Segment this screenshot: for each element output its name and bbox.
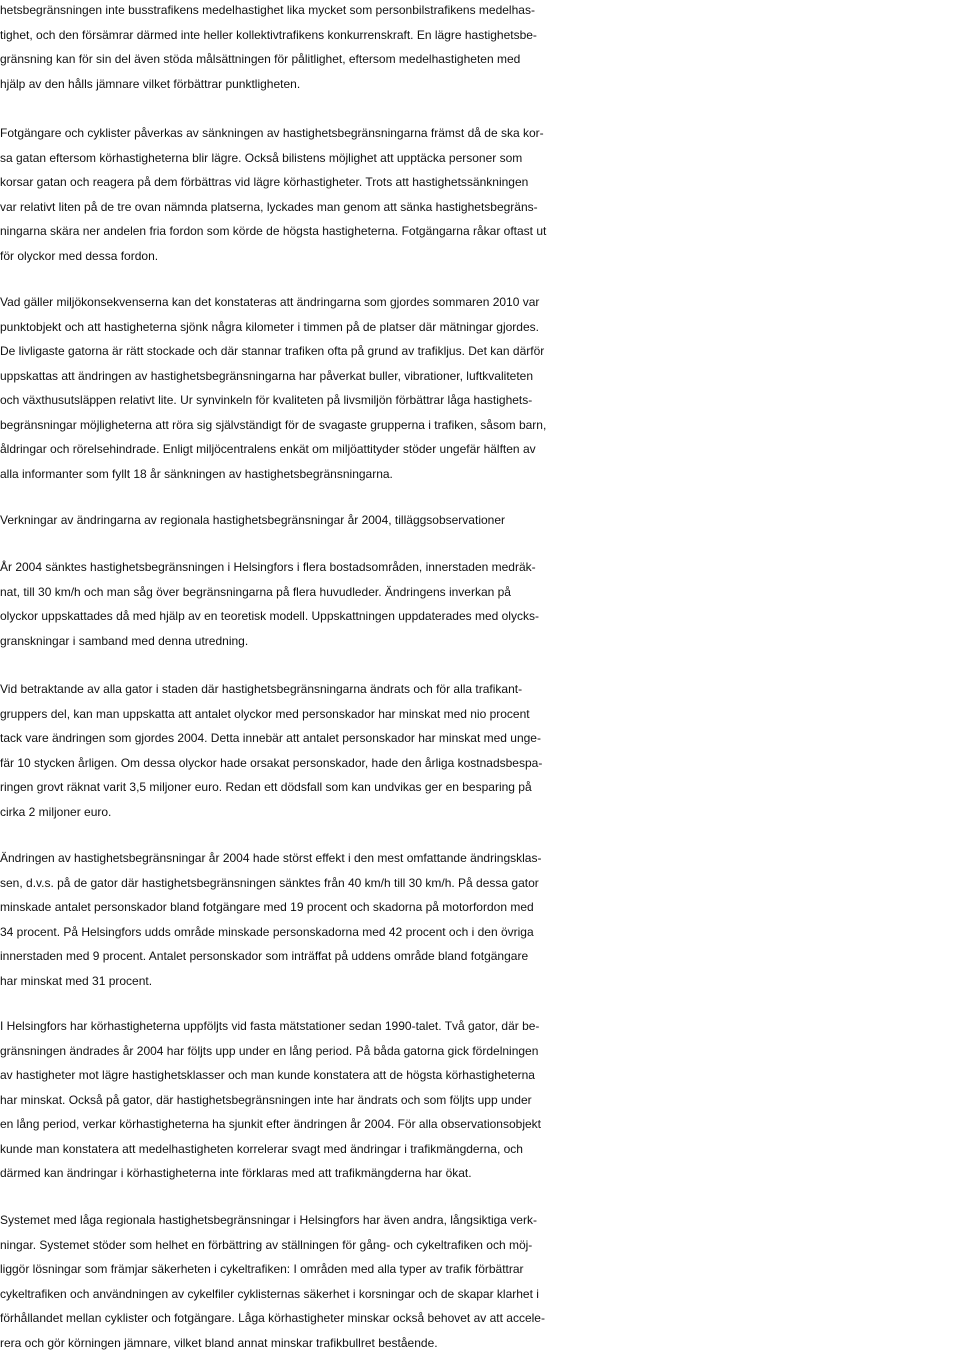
text-line: Systemet med låga regionala hastighetsbegränsningar i Helsingfors har även andra, långsiktiga verk- xyxy=(0,1213,537,1227)
text-line: alla informanter som fyllt 18 år sänkningen av hastighetsbegränsningarna. xyxy=(0,466,393,481)
text-line: cirka 2 miljoner euro. xyxy=(0,804,112,819)
text-line: var relativt liten på de tre ovan nämnda platserna, lyckades man genom att sänka hastighetsbegräns- xyxy=(0,199,538,214)
text-line: uppskattas att ändringen av hastighetsbegränsningarna har påverkat buller, vibrationer, luftkvaliteten xyxy=(0,368,534,383)
text-line: ringen grovt räknat varit 3,5 miljoner euro. Redan ett dödsfall som kan undvikas ger en besparing på xyxy=(0,780,532,794)
text-line: har minskat. Också på gator, där hastighetsbegränsningen inte har ändrats och som följts upp under xyxy=(0,1092,532,1107)
text-line: ningarna skära ner andelen fria fordon som körde de högsta hastigheterna. Fotgängarna råkar oftast ut xyxy=(0,224,547,238)
paragraph-2004-changes xyxy=(0,555,960,653)
text-line: sa gatan eftersom körhastigheterna blir lägre. Också bilistens möjlighet att upptäcka personer som xyxy=(0,150,523,165)
text-line: förhållandet mellan cyklister och fotgängare. Låga körhastigheter minskar också behovet av att accele- xyxy=(0,1311,545,1325)
text-line: gränsningen ändrades år 2004 har följts upp under en lång period. På båda gatorna gick fördelningen xyxy=(0,1043,539,1058)
paragraph-traffic-speed xyxy=(0,0,960,96)
text-line: gränsning kan för sin del även stöda målsättningen för pålitlighet, eftersom medelhastigheten med xyxy=(0,52,521,66)
text-line: nat, till 30 km/h och man såg över begränsningarna på flera huvudleder. Ändringens inverkan på xyxy=(0,584,511,599)
paragraph-environment xyxy=(0,290,960,486)
text-line: olyckor uppskattades då med hjälp av en teoretisk modell. Uppskattningen uppdaterades med olycks- xyxy=(0,609,539,623)
text-line: hetsbegränsningen inte busstrafikens medelhastighet lika mycket som personbilstrafikens medelhas- xyxy=(0,3,535,17)
paragraph-largest-effect xyxy=(0,846,960,993)
text-line: De livligaste gatorna är rätt stockade och där stannar trafiken ofta på grund av trafikljus. Det kan därför xyxy=(0,344,545,358)
text-line: av hastigheter mot lägre hastighetsklasser och man kunde konstatera att de högsta körhastigheterna xyxy=(0,1068,535,1082)
text-line: innerstaden med 9 procent. Antalet personskador som inträffat på uddens område bland fotgängare xyxy=(0,949,529,963)
text-line: hjälp av den hålls jämnare vilket förbättrar punktligheten. xyxy=(0,76,301,91)
text-line: cykeltrafiken och användningen av cykelfiler cyklisternas säkerhet i korsningar och de skapar klarhet i xyxy=(0,1286,539,1301)
text-line: 34 procent. På Helsingfors udds område minskade personskadorna med 42 procent och i den övriga xyxy=(0,924,534,939)
text-line: Vad gäller miljökonsekvenserna kan det konstateras att ändringarna som gjordes sommaren 2010 var xyxy=(0,295,540,309)
text-line: År 2004 sänktes hastighetsbegränsningen i Helsingfors i flera bostadsområden, innerstaden medräk- xyxy=(0,560,536,574)
text-line: kunde man konstatera att medelhastigheten korrelerar svagt med ändringar i trafikmängderna, och xyxy=(0,1141,523,1156)
text-line: ningar. Systemet stöder som helhet en förbättring av ställningen för gång- och cykeltrafiken och möj- xyxy=(0,1237,533,1252)
text-line: Fotgängare och cyklister påverkas av sänkningen av hastighetsbegränsningarna främst då de ska kor- xyxy=(0,126,544,140)
section-heading-text: Verkningar av ändringarna av regionala hastighetsbegränsningar år 2004, tilläggsobservationer xyxy=(0,513,505,527)
text-line: liggör lösningar som främjar säkerheten i cykeltrafiken: I områden med alla typer av trafik förbättrar xyxy=(0,1262,524,1276)
text-line: har minskat med 31 procent. xyxy=(0,973,153,988)
section-heading xyxy=(0,508,960,533)
text-line: och växthusutsläppen relativt lite. Ur synvinkeln för kvaliteten på livsmiljön förbättrar låga hastighets- xyxy=(0,393,533,407)
text-line: fär 10 stycken årligen. Om dessa olyckor hade orsakat personskador, hade den årliga kostnadsbespa- xyxy=(0,755,543,770)
paragraph-pedestrians xyxy=(0,121,960,268)
text-line: korsar gatan och reagera på dem förbättras vid lägre körhastigheter. Trots att hastighetssänkningen xyxy=(0,175,529,189)
text-line: granskningar i samband med denna utredning. xyxy=(0,633,249,648)
text-line: Ändringen av hastighetsbegränsningar år 2004 hade störst effekt i den mest omfattande ändringsklas- xyxy=(0,851,542,865)
text-line: punktobjekt och att hastigheterna sjönk några kilometer i timmen på de platser där mätningar gjordes. xyxy=(0,319,539,334)
text-line: minskade antalet personskador bland fotgängare med 19 procent och skadorna på motorfordon med xyxy=(0,900,534,914)
text-line: Vid betraktande av alla gator i staden där hastighetsbegränsningarna ändrats och för alla trafikant- xyxy=(0,682,523,696)
paragraph-accident-estimate xyxy=(0,677,960,824)
text-line: I Helsingfors har körhastigheterna uppföljts vid fasta mätstationer sedan 1990-talet. Två gator, där be- xyxy=(0,1019,540,1033)
text-line: för olyckor med dessa fordon. xyxy=(0,248,159,263)
text-line: tack vare ändringen som gjordes 2004. Detta innebär att antalet personskador har minskat med unge- xyxy=(0,731,541,745)
paragraph-long-term-effects xyxy=(0,1208,960,1355)
text-line: begränsningar möjligheterna att röra sig självständigt för de svagaste grupperna i trafiken, såsom barn, xyxy=(0,417,547,432)
text-line: sen, d.v.s. på de gator där hastighetsbegränsningen sänktes från 40 km/h till 30 km/h. På dessa gator xyxy=(0,875,539,890)
text-line: rera och gör körningen jämnare, vilket bland annat minskar trafikbullret bestående. xyxy=(0,1335,438,1350)
text-line: därmed kan ändringar i körhastigheterna inte förklaras med att trafikmängderna har ökat. xyxy=(0,1166,472,1180)
text-line: gruppers del, kan man uppskatta att antalet olyckor med personskador har minskat med nio procent xyxy=(0,706,530,721)
text-line: en lång period, verkar körhastigheterna ha sjunkit efter ändringen år 2004. För alla observationsobjekt xyxy=(0,1117,541,1131)
paragraph-speed-monitoring xyxy=(0,1014,960,1186)
text-line: åldringar och rörelsehindrade. Enligt miljöcentralens enkät om miljöattityder stöder ungefär hälften av xyxy=(0,442,536,456)
text-line: tighet, och den försämrar därmed inte heller kollektivtrafikens konkurrenskraft. En lägre hastighetsbe- xyxy=(0,27,537,42)
